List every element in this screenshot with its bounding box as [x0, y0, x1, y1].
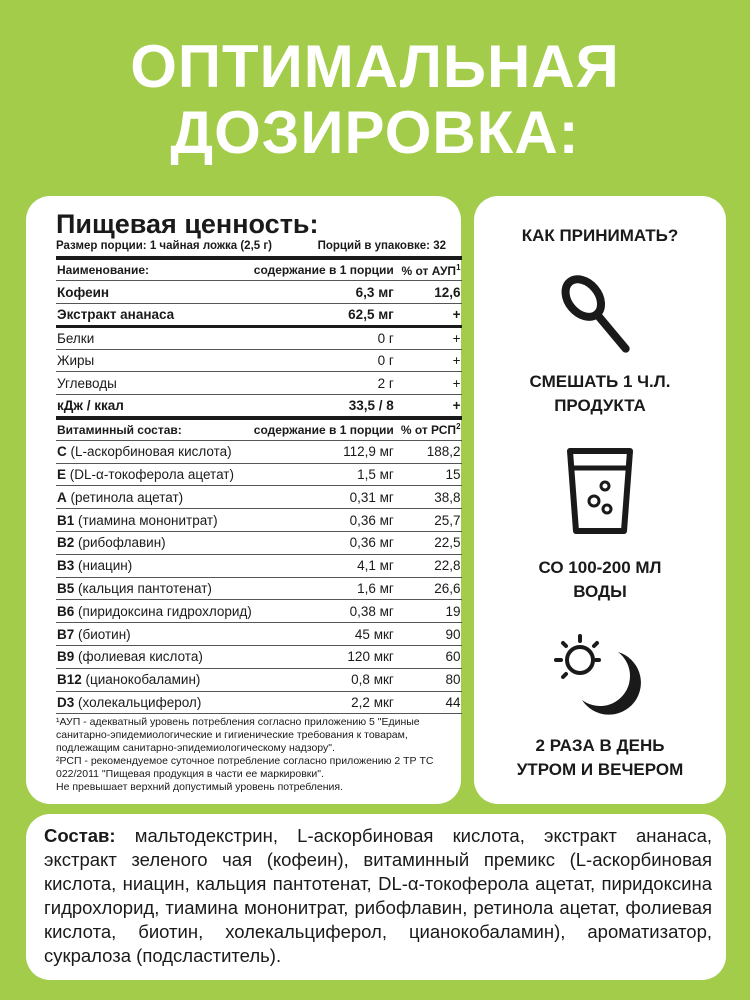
row-amount: 0 г	[253, 349, 400, 372]
vitamin-name: В2 (рибофлавин)	[56, 532, 253, 555]
row-pct: +	[400, 395, 462, 418]
vitamin-amount: 0,38 мг	[253, 600, 400, 623]
vitamin-pct: 26,6	[400, 577, 462, 600]
step-1-text: СМЕШАТЬ 1 Ч.Л. ПРОДУКТА	[529, 372, 671, 415]
vitamin-amount: 0,31 мг	[253, 486, 400, 509]
step-2-text: СО 100-200 МЛ ВОДЫ	[538, 558, 662, 601]
vitamin-pct: 60	[400, 646, 462, 669]
vitamin-name: В9 (фолиевая кислота)	[56, 646, 253, 669]
vitamin-pct: 19	[400, 600, 462, 623]
footnotes	[56, 716, 448, 794]
vitamin-name: В3 (ниацин)	[56, 554, 253, 577]
serving-size: Размер порции: 1 чайная ложка (2,5 г)	[56, 240, 272, 252]
composition-card	[26, 814, 726, 980]
vitamin-pct: 44	[400, 691, 462, 714]
vitamin-header-row	[56, 418, 462, 441]
row-pct: +	[400, 304, 462, 327]
vitamin-amount: 4,1 мг	[253, 554, 400, 577]
vit-header-name: Витаминный состав:	[56, 418, 253, 441]
vitamin-row	[56, 463, 462, 486]
vitamin-pct: 22,8	[400, 554, 462, 577]
vitamin-name: А (ретинола ацетат)	[56, 486, 253, 509]
nutrition-table	[56, 256, 461, 714]
row-pct: 12,6	[400, 281, 462, 304]
vitamin-pct: 90	[400, 623, 462, 646]
vitamin-row	[56, 691, 462, 714]
headline	[0, 34, 750, 166]
howto-card	[474, 196, 726, 804]
row-amount: 2 г	[253, 372, 400, 395]
nutrition-title: Пищевая ценность:	[56, 209, 319, 239]
vitamin-amount: 45 мкг	[253, 623, 400, 646]
vitamin-amount: 1,6 мг	[253, 577, 400, 600]
table-row	[56, 395, 462, 418]
vitamin-name: В6 (пиридоксина гидрохлорид)	[56, 600, 253, 623]
row-pct: +	[400, 349, 462, 372]
sun-moon-icon	[554, 634, 650, 720]
vitamin-row	[56, 486, 462, 509]
footnote: Не превышает верхний допустимый уровень потребления.	[56, 781, 344, 793]
footnote: ²РСП - рекомендуемое суточное потребление согласно приложению 2 ТР ТС 022/2011 "Пищевая продукция в части ее маркировки".	[56, 755, 434, 780]
vitamin-row	[56, 577, 462, 600]
composition-text	[44, 824, 712, 968]
composition-body: мальтодекстрин, L-аскорбиновая кислота, экстракт ананаса, экстракт зеленого чая (кофеин), витаминный премикс (L-аскорбиновая кислота, ниацин, кальция пантотенат, DL-α-токоферола ацетат, пиридоксина гидрохлорид, тиамина мононитрат, рибофлавин, ретинола ацетат, фолиевая кислота, биотин, холекальциферол, цианокобаламин), ароматизатор, сукралоза (подсластитель).	[44, 825, 712, 966]
vitamin-amount: 112,9 мг	[253, 440, 400, 463]
table-header-row	[56, 258, 462, 281]
header-pct: % от АУП$^1$	[400, 258, 462, 281]
vitamin-pct: 15	[400, 463, 462, 486]
vitamin-pct: 25,7	[400, 509, 462, 532]
header-amount: содержание в 1 порции	[253, 258, 400, 281]
row-name: Жиры	[56, 349, 253, 372]
vitamin-name: С (L-аскорбиновая кислота)	[56, 440, 253, 463]
vitamin-name: Е (DL-α-токоферола ацетат)	[56, 463, 253, 486]
table-row	[56, 326, 462, 349]
glass-icon	[565, 446, 635, 536]
row-amount: 62,5 мг	[253, 304, 400, 327]
table-row	[56, 349, 462, 372]
vitamin-amount: 120 мкг	[253, 646, 400, 669]
composition-label: Состав:	[44, 825, 116, 846]
row-amount: 0 г	[253, 326, 400, 349]
table-row	[56, 372, 462, 395]
vit-header-amount: содержание в 1 порции	[253, 418, 400, 441]
vitamin-pct: 80	[400, 668, 462, 691]
row-pct: +	[400, 326, 462, 349]
row-name: Экстракт ананаса	[56, 304, 253, 327]
vitamin-row	[56, 623, 462, 646]
vitamin-amount: 2,2 мкг	[253, 691, 400, 714]
vitamin-row	[56, 532, 462, 555]
row-amount: 33,5 / 8	[253, 395, 400, 418]
vitamin-amount: 1,5 мг	[253, 463, 400, 486]
vitamin-name: D3 (холекальциферол)	[56, 691, 253, 714]
vitamin-name: В7 (биотин)	[56, 623, 253, 646]
row-pct: +	[400, 372, 462, 395]
row-amount: 6,3 мг	[253, 281, 400, 304]
vitamin-row	[56, 668, 462, 691]
vitamin-row	[56, 509, 462, 532]
vitamin-pct: 22,5	[400, 532, 462, 555]
footnote: ¹АУП - адекватный уровень потребления согласно приложению 5 "Единые санитарно-эпидемиологические и гигиенические требования к товарам, подлежащим санитарно-эпидемиологическому надзору".	[56, 716, 420, 754]
row-name: Углеводы	[56, 372, 253, 395]
row-name: Белки	[56, 326, 253, 349]
vitamin-row	[56, 600, 462, 623]
howto-title: КАК ПРИНИМАТЬ?	[521, 226, 679, 245]
vitamin-amount: 0,8 мкг	[253, 668, 400, 691]
vitamin-row	[56, 440, 462, 463]
headline-line-1: ОПТИМАЛЬНАЯ	[130, 33, 620, 100]
row-name: Кофеин	[56, 281, 253, 304]
table-row	[56, 304, 462, 327]
vitamin-name: В5 (кальция пантотенат)	[56, 577, 253, 600]
vitamin-pct: 38,8	[400, 486, 462, 509]
table-row	[56, 281, 462, 304]
vitamin-amount: 0,36 мг	[253, 509, 400, 532]
vit-header-pct: % от РСП$^2$	[400, 418, 462, 441]
serving-info	[56, 240, 446, 252]
step-3-text: 2 РАЗА В ДЕНЬ УТРОМ И ВЕЧЕРОМ	[516, 736, 684, 779]
vitamin-name: В12 (цианокобаламин)	[56, 668, 253, 691]
header-name: Наименование:	[56, 258, 253, 281]
nutrition-card	[26, 196, 461, 804]
row-name: кДж / ккал	[56, 395, 253, 418]
vitamin-row	[56, 554, 462, 577]
headline-line-2: ДОЗИРОВКА:	[170, 99, 580, 166]
vitamin-row	[56, 646, 462, 669]
vitamin-name: В1 (тиамина мононитрат)	[56, 509, 253, 532]
servings-per-pack: Порций в упаковке: 32	[317, 240, 446, 252]
vitamin-amount: 0,36 мг	[253, 532, 400, 555]
spoon-icon	[550, 268, 650, 368]
vitamin-pct: 188,2	[400, 440, 462, 463]
